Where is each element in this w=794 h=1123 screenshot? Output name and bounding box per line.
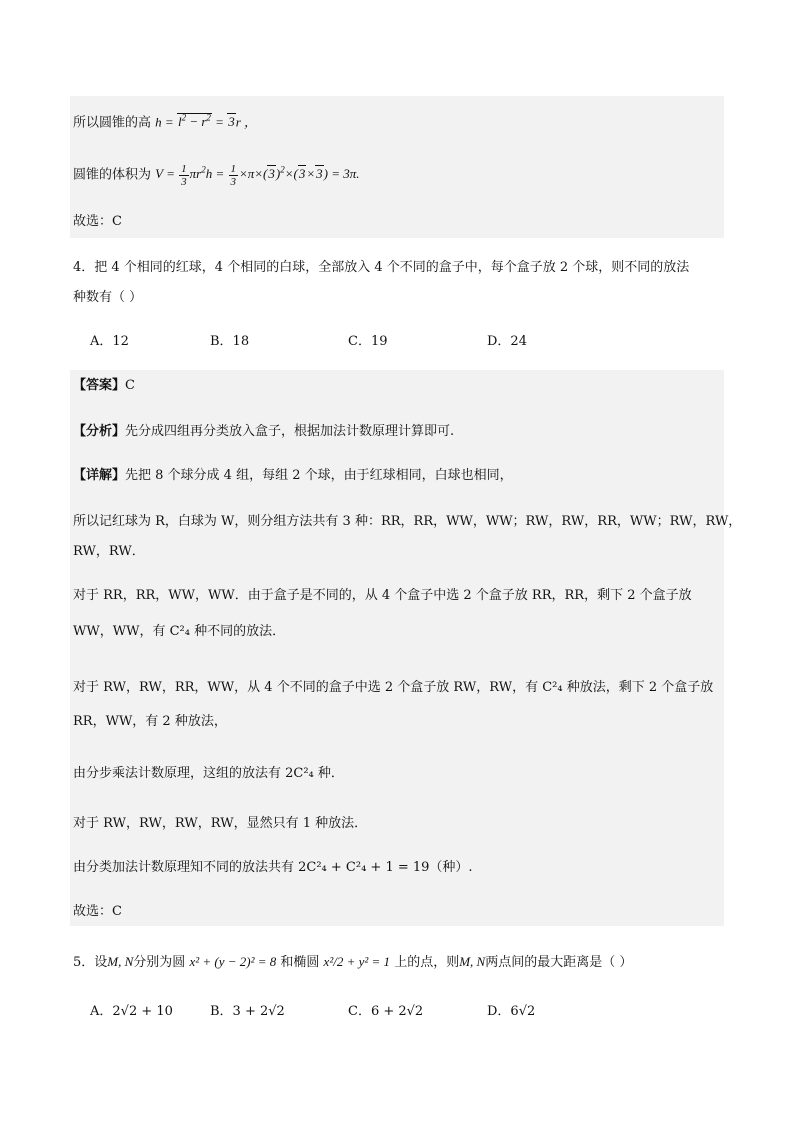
- q4-option-d[interactable]: D．24: [487, 334, 527, 349]
- solution-block-q4: [70, 370, 724, 926]
- q5-option-d[interactable]: D．6√2: [487, 1004, 536, 1019]
- solution-line-height: 所以圆锥的高 $h = l^2 - r^2 = 3r$ ，: [73, 113, 257, 131]
- question-4-stem-line2: 种数有（ ）: [73, 290, 143, 305]
- ellipse-equation: x²/2 + y² = 1: [323, 954, 391, 969]
- q5-option-c[interactable]: C．6 + 2√2: [348, 1004, 424, 1019]
- detail-line-5: 对于 RR，RR，WW，WW．由于盒子是不同的，从 4 个盒子中选 2 个盒子放 RR，RR，剩下 2 个盒子放: [73, 588, 692, 603]
- answer-tag-line: 【答案】C: [73, 378, 135, 393]
- q4-option-b[interactable]: B．18: [210, 334, 250, 349]
- solution-line-volume: 圆锥的体积为 V = $\frac{1}{3}$ $\pi r^2h$ = $\frac{1}{3}$ $\times\pi\times(3)^2\times(3\times 3) = 3\pi$.: [73, 162, 360, 188]
- detail-line-6: WW，WW，有 C²₄ 种不同的放法．: [73, 624, 286, 639]
- circle-equation: x² + (y − 2)² = 8: [189, 954, 277, 969]
- question-5-stem: 5．设M, N分别为圆 x² + (y − 2)² = 8 和椭圆 x²/2 + y² = 1 上的点，则M, N两点间的最大距离是（ ）: [73, 954, 633, 970]
- volume-formula: V = $\frac{1}{3}$ $\pi r^2h$ = $\frac{1}{3}$ $\times\pi\times(3)^2\times(3\times 3) = 3\pi$.: [155, 162, 360, 188]
- detail-line-8: RR，WW，有 2 种放法，: [73, 714, 227, 729]
- answer-q3: 故选：C: [73, 214, 122, 229]
- detail-line-4: RW，RW．: [73, 544, 145, 559]
- height-formula: $h = l^2 - r^2 = 3r$ ，: [155, 113, 257, 130]
- detail-line-10: 对于 RW，RW，RW，RW，显然只有 1 种放法．: [73, 816, 368, 831]
- detail-line-7: 对于 RW，RW，RR，WW，从 4 个不同的盒子中选 2 个盒子放 RW，RW，有 C²₄ 种放法，剩下 2 个盒子放: [73, 680, 714, 695]
- q4-option-c[interactable]: C．19: [348, 334, 388, 349]
- q4-option-a[interactable]: A．12: [90, 334, 129, 349]
- detail-line: 【详解】先把 8 个球分成 4 组，每组 2 个球，由于红球相同，白球也相同，: [73, 468, 513, 483]
- detail-line-9: 由分步乘法计数原理，这组的放法有 2C²₄ 种．: [73, 766, 344, 781]
- detail-line-11: 由分类加法计数原理知不同的放法共有 2C²₄ + C²₄ + 1 = 19（种）.: [73, 860, 473, 875]
- q5-option-a[interactable]: A．2√2 + 10: [90, 1004, 173, 1019]
- answer-q4: 故选：C: [73, 904, 122, 919]
- analysis-line: 【分析】先分成四组再分类放入盒子，根据加法计数原理计算即可.: [73, 424, 455, 439]
- question-4-stem-line1: 4．把 4 个相同的红球，4 个相同的白球，全部放入 4 个不同的盒子中，每个盒子放 2 个球，则不同的放法: [73, 260, 690, 275]
- q5-option-b[interactable]: B．3 + 2√2: [210, 1004, 285, 1019]
- detail-line-3: 所以记红球为 R，白球为 W，则分组方法共有 3 种：RR，RR，WW，WW；RW，RW，RR，WW；RW，RW，: [73, 514, 742, 529]
